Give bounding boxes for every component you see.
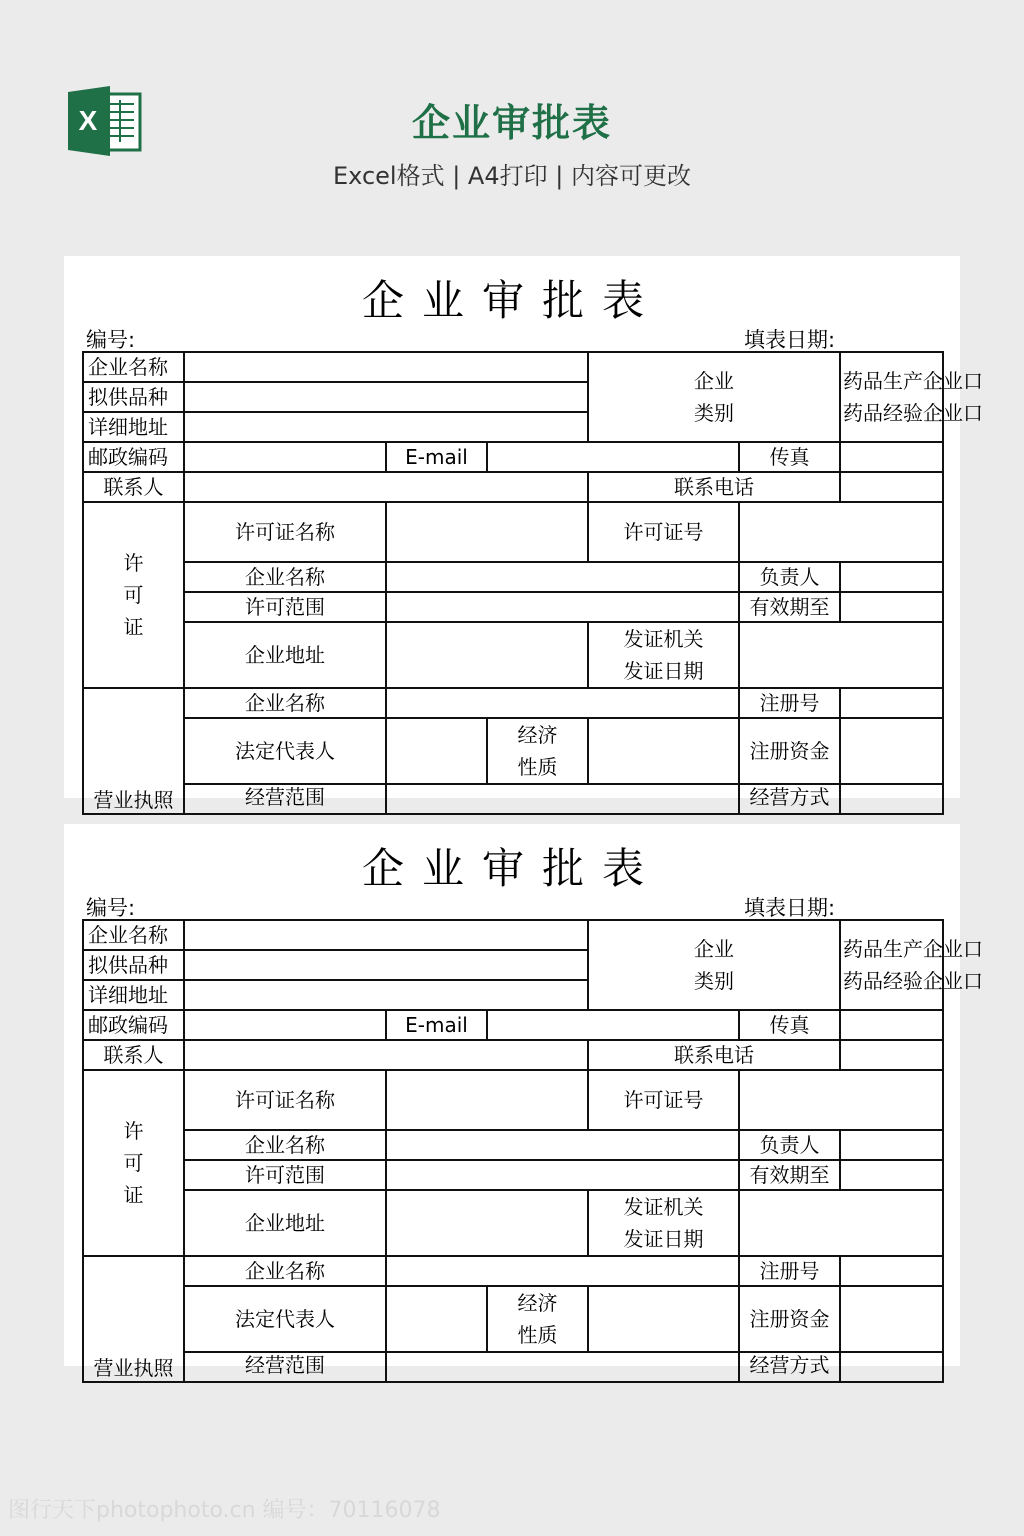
cell-biz-company: 企业名称 bbox=[184, 1256, 386, 1286]
cell-company-address: 企业地址 bbox=[184, 622, 386, 688]
input-postcode[interactable] bbox=[184, 442, 386, 472]
input-reg-no[interactable] bbox=[840, 688, 943, 718]
input-license-no[interactable] bbox=[739, 502, 943, 562]
cell-license-name: 许可证名称 bbox=[184, 1070, 386, 1130]
input-company-address[interactable] bbox=[386, 1190, 588, 1256]
input-lic-company[interactable] bbox=[386, 562, 739, 592]
cell-category: 企业 类别 bbox=[588, 352, 840, 442]
cell-products: 拟供品种 bbox=[83, 950, 184, 980]
input-econ-nature[interactable] bbox=[588, 1286, 739, 1352]
cell-address: 详细地址 bbox=[83, 980, 184, 1010]
input-legal-rep[interactable] bbox=[386, 1286, 487, 1352]
input-reg-capital[interactable] bbox=[840, 718, 943, 784]
cell-phone: 联系电话 bbox=[588, 1040, 840, 1070]
input-phone[interactable] bbox=[840, 472, 943, 502]
cell-reg-capital: 注册资金 bbox=[739, 1286, 840, 1352]
input-scope[interactable] bbox=[386, 1160, 739, 1190]
input-biz-company[interactable] bbox=[386, 1256, 739, 1286]
date-label: 填表日期: bbox=[744, 328, 836, 352]
input-valid-until[interactable] bbox=[840, 1160, 943, 1190]
input-email[interactable] bbox=[487, 442, 739, 472]
input-issuer-date[interactable] bbox=[739, 1190, 943, 1256]
cell-reg-no: 注册号 bbox=[739, 688, 840, 718]
cell-scope: 许可范围 bbox=[184, 592, 386, 622]
input-phone[interactable] bbox=[840, 1040, 943, 1070]
cell-email: E-mail bbox=[386, 442, 487, 472]
input-email[interactable] bbox=[487, 1010, 739, 1040]
cell-biz-mode: 经营方式 bbox=[739, 1352, 840, 1382]
cell-legal-rep: 法定代表人 bbox=[184, 1286, 386, 1352]
cell-lic-company: 企业名称 bbox=[184, 562, 386, 592]
approval-form-table bbox=[82, 919, 983, 1383]
page-subtitle: Excel格式 | A4打印 | 内容可更改 bbox=[333, 162, 691, 190]
input-econ-nature[interactable] bbox=[588, 718, 739, 784]
cell-contact: 联系人 bbox=[83, 472, 184, 502]
input-address[interactable] bbox=[184, 412, 588, 442]
date-label: 填表日期: bbox=[744, 896, 836, 920]
cell-company-name: 企业名称 bbox=[83, 920, 184, 950]
watermark: 图行天下photophoto.cn 编号：70116078 bbox=[8, 1498, 441, 1523]
form-preview-1 bbox=[64, 256, 983, 812]
input-biz-company[interactable] bbox=[386, 688, 739, 718]
cell-company-name: 企业名称 bbox=[83, 352, 184, 382]
input-biz-scope[interactable] bbox=[386, 1352, 739, 1382]
input-lic-company[interactable] bbox=[386, 1130, 739, 1160]
input-fax[interactable] bbox=[840, 1010, 943, 1040]
cell-license-no: 许可证号 bbox=[588, 502, 739, 562]
cell-issuer-date: 发证机关 发证日期 bbox=[588, 622, 739, 688]
input-issuer-date[interactable] bbox=[739, 622, 943, 688]
number-label: 编号: bbox=[86, 896, 136, 920]
cell-company-address: 企业地址 bbox=[184, 1190, 386, 1256]
cell-valid-until: 有效期至 bbox=[739, 1160, 840, 1190]
input-company-address[interactable] bbox=[386, 622, 588, 688]
cell-biz-scope: 经营范围 bbox=[184, 784, 386, 814]
cell-products: 拟供品种 bbox=[83, 382, 184, 412]
cell-lic-company: 企业名称 bbox=[184, 1130, 386, 1160]
cell-fax: 传真 bbox=[739, 442, 840, 472]
cell-postcode: 邮政编码 bbox=[83, 1010, 184, 1040]
input-reg-no[interactable] bbox=[840, 1256, 943, 1286]
cell-license-name: 许可证名称 bbox=[184, 502, 386, 562]
cell-biz-license: 营业执照 bbox=[83, 1256, 184, 1382]
input-products[interactable] bbox=[184, 382, 588, 412]
number-label: 编号: bbox=[86, 328, 136, 352]
input-license-name[interactable] bbox=[386, 1070, 588, 1130]
input-contact[interactable] bbox=[184, 1040, 588, 1070]
input-reg-capital[interactable] bbox=[840, 1286, 943, 1352]
cell-reg-capital: 注册资金 bbox=[739, 718, 840, 784]
cell-category: 企业 类别 bbox=[588, 920, 840, 1010]
form-preview-2 bbox=[64, 824, 983, 1380]
cell-email: E-mail bbox=[386, 1010, 487, 1040]
cell-address: 详细地址 bbox=[83, 412, 184, 442]
form-title: 企业审批表 bbox=[361, 844, 662, 893]
cell-biz-company: 企业名称 bbox=[184, 688, 386, 718]
form-title: 企业审批表 bbox=[361, 276, 662, 325]
cell-issuer-date: 发证机关 发证日期 bbox=[588, 1190, 739, 1256]
cell-econ-nature: 经济 性质 bbox=[487, 1286, 588, 1352]
input-company-name[interactable] bbox=[184, 920, 588, 950]
cell-license-group: 许 可 证 bbox=[83, 1070, 184, 1256]
cell-econ-nature: 经济 性质 bbox=[487, 718, 588, 784]
cell-category-options: 药品生产企业口 药品经验企业口 bbox=[840, 920, 943, 1010]
input-license-no[interactable] bbox=[739, 1070, 943, 1130]
input-valid-until[interactable] bbox=[840, 592, 943, 622]
input-biz-mode[interactable] bbox=[840, 1352, 943, 1382]
cell-biz-mode: 经营方式 bbox=[739, 784, 840, 814]
input-contact[interactable] bbox=[184, 472, 588, 502]
input-legal-rep[interactable] bbox=[386, 718, 487, 784]
input-responsible[interactable] bbox=[840, 1130, 943, 1160]
input-products[interactable] bbox=[184, 950, 588, 980]
cell-biz-scope: 经营范围 bbox=[184, 1352, 386, 1382]
cell-category-options: 药品生产企业口 药品经验企业口 bbox=[840, 352, 943, 442]
cell-legal-rep: 法定代表人 bbox=[184, 718, 386, 784]
svg-text:X: X bbox=[78, 105, 98, 136]
cell-biz-license: 营业执照 bbox=[83, 688, 184, 814]
input-license-name[interactable] bbox=[386, 502, 588, 562]
input-biz-mode[interactable] bbox=[840, 784, 943, 814]
cell-contact: 联系人 bbox=[83, 1040, 184, 1070]
cell-reg-no: 注册号 bbox=[739, 1256, 840, 1286]
input-fax[interactable] bbox=[840, 442, 943, 472]
input-scope[interactable] bbox=[386, 592, 739, 622]
cell-responsible: 负责人 bbox=[739, 1130, 840, 1160]
input-responsible[interactable] bbox=[840, 562, 943, 592]
cell-license-group: 许 可 证 bbox=[83, 502, 184, 688]
cell-postcode: 邮政编码 bbox=[83, 442, 184, 472]
cell-valid-until: 有效期至 bbox=[739, 592, 840, 622]
input-company-name[interactable] bbox=[184, 352, 588, 382]
cell-license-no: 许可证号 bbox=[588, 1070, 739, 1130]
approval-form-table bbox=[82, 351, 983, 815]
page-title: 企业审批表 bbox=[411, 101, 612, 145]
input-biz-scope[interactable] bbox=[386, 784, 739, 814]
cell-responsible: 负责人 bbox=[739, 562, 840, 592]
cell-phone: 联系电话 bbox=[588, 472, 840, 502]
cell-scope: 许可范围 bbox=[184, 1160, 386, 1190]
input-address[interactable] bbox=[184, 980, 588, 1010]
input-postcode[interactable] bbox=[184, 1010, 386, 1040]
cell-fax: 传真 bbox=[739, 1010, 840, 1040]
